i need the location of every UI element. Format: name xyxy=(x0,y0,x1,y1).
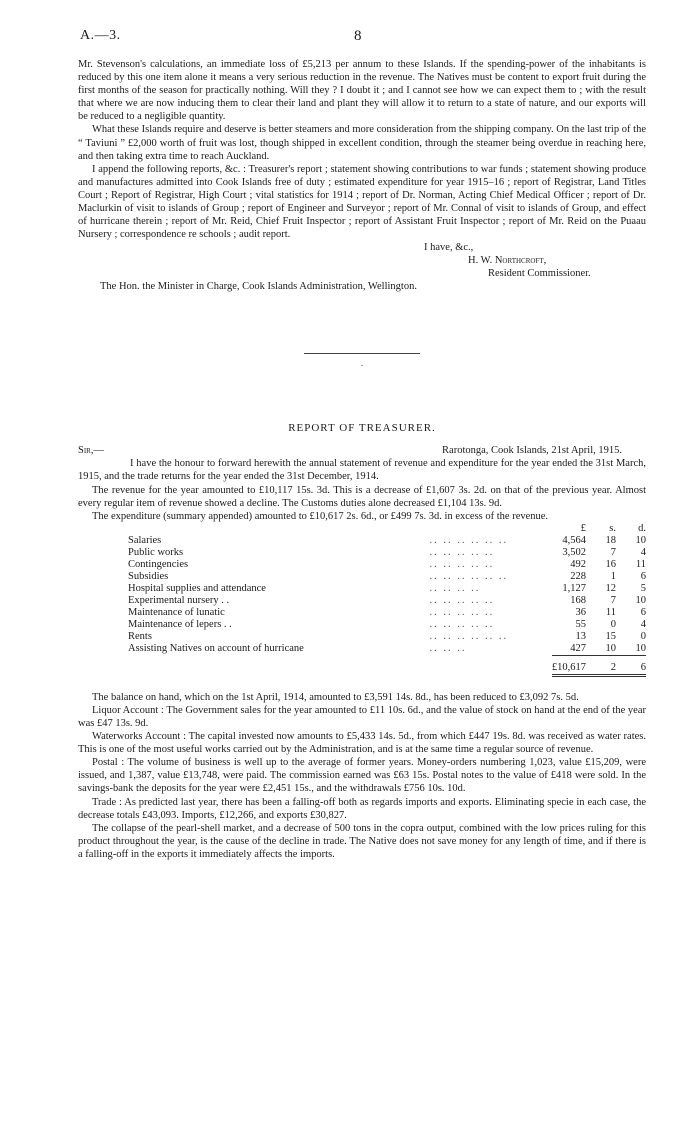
signatory-name: H. W. Northcroft, xyxy=(468,255,547,267)
signature-block xyxy=(78,241,646,293)
item-label: Subsidies xyxy=(128,570,169,582)
table-row xyxy=(78,607,646,619)
item-shillings: 11 xyxy=(605,606,616,618)
signatory-title: Resident Commissioner. xyxy=(488,268,591,280)
item-pence: 4 xyxy=(640,618,646,630)
item-pounds: 36 xyxy=(575,606,586,618)
item-shillings: 1 xyxy=(610,570,616,582)
item-pence: 4 xyxy=(640,546,646,558)
item-label: Rents xyxy=(128,630,152,642)
place-date: Rarotonga, Cook Islands, 21st April, 1915. xyxy=(442,445,622,457)
spacer xyxy=(78,677,646,691)
item-shillings: 18 xyxy=(605,534,616,546)
salutation: I have, &c., xyxy=(424,242,474,254)
table-row xyxy=(78,619,646,631)
paragraph: Waterworks Account : The capital invested now amounts to £5,433 14s. 5d., from which £447 19s. 8d. was received as water rates. This is one of the most useful works carried out by the Administration, and is at the same time a regular source of revenue. xyxy=(78,731,646,756)
paragraph: I have the honour to forward herewith the annual statement of revenue and expenditure for the year ended the 31st March, 1915, and the trade returns for the year ended the 31st December, 1914. xyxy=(78,458,646,483)
item-label: Maintenance of lepers . . xyxy=(128,618,232,630)
paragraph: Trade : As predicted last year, there has been a falling-off both as regards imports and exports. Eliminating specie in each case, the decrease totals £43,093. Imports, £12,266, and exports £30,827. xyxy=(78,796,646,821)
item-pence: 6 xyxy=(640,570,646,582)
item-pounds: 168 xyxy=(570,594,586,606)
item-pounds: 3,502 xyxy=(562,546,586,558)
leader-dots: .. .. .. .. .. xyxy=(429,594,495,606)
table-row xyxy=(78,583,646,595)
item-pence: 10 xyxy=(635,642,646,654)
item-label: Salaries xyxy=(128,534,162,546)
item-pounds: 13 xyxy=(575,630,586,642)
leader-dots: .. .. .. .. .. .. xyxy=(429,630,509,642)
item-label: Experimental nursery . . xyxy=(128,594,230,606)
item-shillings: 0 xyxy=(610,618,616,630)
page-header xyxy=(78,20,646,50)
table-row xyxy=(78,535,646,547)
paragraph: The revenue for the year amounted to £10,117 15s. 3d. This is a decrease of £1,607 3s. 2d. on that of the previous year. Almost every regular item of revenue showed a decline. The Customs duties alone decreased £1,104 13s. 9d. xyxy=(78,484,646,509)
item-shillings: 7 xyxy=(610,546,616,558)
item-label: Assisting Natives on account of hurricane xyxy=(128,643,304,655)
leader-dots: .. .. .. .. .. .. xyxy=(429,570,509,582)
table-header-row xyxy=(78,523,646,535)
paragraph: The collapse of the pearl-shell market, and a decrease of 500 tons in the copra output, combined with the low prices ruling for this product throughout the year, is the cause of the decline in trade. The Native does not save money for any length of time, and if there is a falling-off in the exports it immediately affects the imports. xyxy=(78,822,646,860)
paragraph: The balance on hand, which on the 1st April, 1914, amounted to £3,591 14s. 8d., has been reduced to £3,092 7s. 5d. xyxy=(92,691,579,703)
leader-dots: .. .. .. .. .. xyxy=(429,546,495,558)
item-pounds: 492 xyxy=(570,558,586,570)
expenditure-table xyxy=(78,523,646,677)
item-shillings: 16 xyxy=(605,558,616,570)
item-pounds: 228 xyxy=(570,570,586,582)
section-title: REPORT OF TREASURER. xyxy=(288,422,436,435)
item-pounds: 55 xyxy=(575,618,586,630)
item-pence: 10 xyxy=(635,534,646,546)
document-page xyxy=(78,20,646,861)
column-header-pence: d. xyxy=(638,522,646,534)
paragraph: Liquor Account : The Government sales for the year amounted to £11 10s. 6d., and the value of stock on hand at the end of the year was £47 13s. 9d. xyxy=(78,704,646,729)
item-label: Public works xyxy=(128,546,184,558)
leader-dots: .. .. .. xyxy=(429,643,467,655)
item-shillings: 12 xyxy=(605,582,616,594)
paragraph: Postal : The volume of business is well up to the average of former years. Money-orders numbering 1,023, value £15,209, were issued, and 1,387, value £13,748, were paid. The commission earned was £63 15s. Postal notes to the value of £418 were sold. In the savings-bank the deposits for the year were £2,451 15s., and the withdrawals £756 10s. 10d. xyxy=(78,757,646,795)
item-pence: 10 xyxy=(635,594,646,606)
table-row xyxy=(78,571,646,583)
total-pounds: £10,617 xyxy=(552,655,586,675)
item-label: Contingencies xyxy=(128,558,189,570)
divider-dot: · xyxy=(360,361,364,373)
total-shillings: 2 xyxy=(586,655,616,675)
leader-dots: .. .. .. .. .. xyxy=(429,606,495,618)
item-shillings: 10 xyxy=(605,642,616,654)
document-reference: A.—3. xyxy=(80,28,121,43)
paragraph: I append the following reports, &c. : Treasurer's report ; statement showing contributions to war funds ; statement showing produce and manufactures admitted into Cook Islands free of duty ; estimated expenditure for year 1915–16 ; report of Registrar, Land Titles Court ; Report of Registrar, High Court ; vital statistics for 1914 ; report of Dr. Norman, Acting Chief Medical Officer ; report of Dr. Maclurkin of visit to islands of Group ; report of Engineer and Surveyor ; report of Mr. Connal of visit to islands of Group, and effect of hurricane therein ; report of Mr. Reid, Chief Fruit Inspector ; report of Assistant Fruit Inspector ; report of Mr. Reid on the Puaau Nursery ; correspondence re schools ; audit report. xyxy=(78,163,646,241)
item-pence: 11 xyxy=(635,558,646,570)
addressee: The Hon. the Minister in Charge, Cook Islands Administration, Wellington. xyxy=(100,281,417,293)
item-pence: 5 xyxy=(640,582,646,594)
item-shillings: 7 xyxy=(610,594,616,606)
salutation-sir: Sir,— xyxy=(78,445,104,457)
leader-dots: .. .. .. .. .. xyxy=(429,618,495,630)
total-pence: 6 xyxy=(616,655,646,675)
item-label: Hospital supplies and attendance xyxy=(128,582,266,594)
section-divider xyxy=(304,353,420,354)
item-pounds: 427 xyxy=(570,642,586,654)
paragraph: Mr. Stevenson's calculations, an immediate loss of £5,213 per annum to these Islands. If the spending-power of the inhabitants is reduced by this one item alone it means a very serious reduction in the revenue. The Natives must be content to export fruit during the first months of the season for practically nothing. Will they ? I doubt it ; and I cannot see how we can expect them to ; with the result that where we are now inducing them to clear their land and plant they will allow it to return to a state of nature, and our exports will be reduced to a negligible quantity. xyxy=(78,59,646,123)
item-shillings: 15 xyxy=(605,630,616,642)
table-row xyxy=(78,631,646,643)
table-row xyxy=(78,595,646,607)
column-header-pounds: £ xyxy=(580,522,586,534)
table-row xyxy=(78,547,646,559)
column-header-shillings: s. xyxy=(609,522,616,534)
letter-header xyxy=(78,444,646,457)
item-pence: 0 xyxy=(640,630,646,642)
paragraph: The expenditure (summary appended) amounted to £10,617 2s. 6d., or £499 7s. 3d. in excess of the revenue. xyxy=(92,510,549,522)
item-pounds: 4,564 xyxy=(562,534,586,546)
table-row xyxy=(78,559,646,571)
leader-dots: .. .. .. .. .. xyxy=(429,558,495,570)
item-pounds: 1,127 xyxy=(562,582,586,594)
item-pence: 6 xyxy=(640,606,646,618)
leader-dots: .. .. .. .. xyxy=(429,582,481,594)
leader-dots: .. .. .. .. .. .. xyxy=(429,534,509,546)
total-row xyxy=(78,655,646,675)
table-row xyxy=(78,643,646,656)
paragraph: What these Islands require and deserve is better steamers and more consideration from the shipping company. On the last trip of the “ Taviuni ” £2,000 worth of fruit was lost, though shipped in excellent condition, through the steamer being overdue in reaching here, and then taking extra time to reach Auckland. xyxy=(78,124,646,162)
item-label: Maintenance of lunatic xyxy=(128,606,225,618)
page-number: 8 xyxy=(354,28,362,44)
